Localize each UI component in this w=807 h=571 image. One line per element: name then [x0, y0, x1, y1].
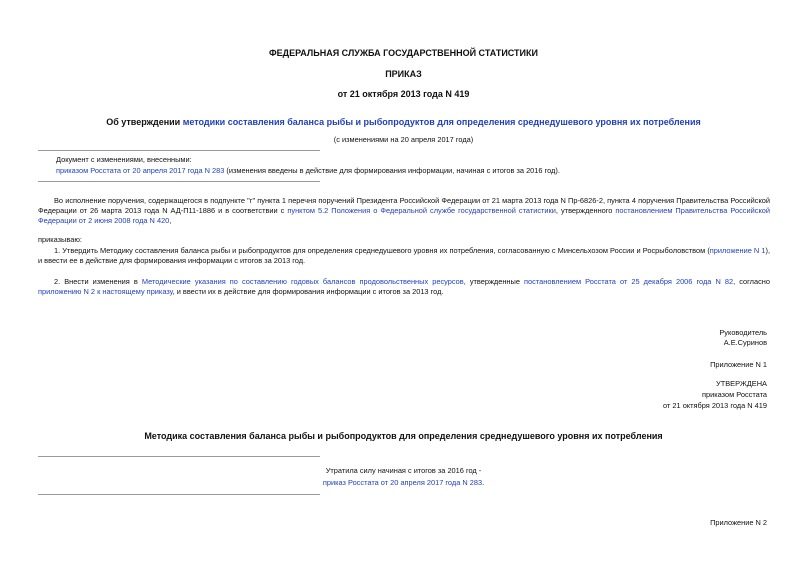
approved-date: от 21 октября 2013 года N 419 — [663, 401, 767, 410]
agency-name: ФЕДЕРАЛЬНАЯ СЛУЖБА ГОСУДАРСТВЕННОЙ СТАТИСТИКИ — [269, 48, 538, 58]
guidelines-link[interactable]: Методические указания по составлению годовых балансов продовольственных ресурсов — [141, 277, 464, 286]
preamble-text-1: Во исполнение поручения, содержащегося в подпункте "г" пункта 1 перечня поручений Президента Российской Федерации от 21 марта 2013 года N Пр-6826-2, пункта 4 поручения Правительства Российской Федерации от 26 марта 2013 года N АД-П11-1886 и в соответствии с — [38, 196, 770, 215]
rosstat-decree-link[interactable]: постановлением Росстата от 25 декабря 2006 года N 82 — [524, 277, 734, 286]
item2-suffix: , и ввести их в действие для формирования информации с итогов за 2013 год. — [172, 287, 444, 296]
void-suffix: . — [482, 478, 485, 487]
item1-text: 1. Утвердить Методику составления баланса рыбы и рыбопродуктов для определения среднедушевого уровня их потребления, согласованную с Минсельхозом России и Росрыболовством ( — [54, 246, 710, 255]
document-type: ПРИКАЗ — [385, 69, 422, 79]
item2-mid1: , утвержденные — [463, 277, 525, 286]
document-title — [0, 116, 807, 128]
item1-suffix: ), и ввести ее в действие для формирования информации с итогов за 2013 год. — [38, 246, 771, 265]
title-link[interactable]: методики составления баланса рыбы и рыбопродуктов для определения среднедушевого уровня их потребления — [182, 117, 701, 127]
government-decree-link[interactable]: постановлением Правительства Российской Федерации от 2 июня 2008 года N 420 — [38, 206, 770, 225]
order-item-1 — [38, 246, 770, 266]
changes-suffix: (изменения введены в действие для формирования информации, начиная с итогов за 2016 год). — [224, 166, 560, 175]
divider-bottom — [38, 181, 320, 182]
approved-by: приказом Росстата — [702, 390, 767, 399]
document-date-number: от 21 октября 2013 года N 419 — [337, 89, 470, 99]
appendix2-link[interactable]: приложению N 2 к настоящему приказу — [38, 287, 173, 296]
preamble-text-3: , — [169, 216, 172, 225]
methodology-title: Методика составления баланса рыбы и рыбопродуктов для определения среднедушевого уровня их потребления — [144, 431, 663, 441]
preamble-text-2: , утвержденного — [555, 206, 616, 215]
signature-role: Руководитель — [719, 328, 767, 337]
signature-name: А.Е.Суринов — [723, 338, 767, 347]
appendix2-label: Приложение N 2 — [710, 518, 767, 527]
revision-note: (с изменениями на 20 апреля 2017 года) — [333, 135, 474, 144]
changes-link[interactable]: приказом Росстата от 20 апреля 2017 года N 283 — [56, 166, 225, 175]
order-item-2 — [38, 277, 770, 297]
changes-label: Документ с изменениями, внесенными: — [56, 155, 192, 164]
approved-label: УТВЕРЖДЕНА — [716, 379, 767, 388]
regulation-link[interactable]: пунктом 5.2 Положения о Федеральной службе государственной статистики — [287, 206, 556, 215]
void-link[interactable]: приказ Росстата от 20 апреля 2017 года N 283 — [322, 478, 483, 487]
changes-line — [56, 166, 776, 176]
void-text: Утратила силу начиная с итогов за 2016 год - — [325, 466, 482, 475]
void-divider-top — [38, 456, 320, 457]
title-prefix: Об утверждении — [106, 117, 183, 127]
item2-mid2: , согласно — [733, 277, 770, 286]
void-line — [0, 478, 807, 488]
divider-top — [38, 150, 320, 151]
void-divider-bottom — [38, 494, 320, 495]
item2-text: 2. Внести изменения в — [54, 277, 142, 286]
appendix1-link[interactable]: приложение N 1 — [709, 246, 766, 255]
appendix1-label: Приложение N 1 — [710, 360, 767, 369]
preamble-paragraph — [38, 196, 770, 226]
order-word: приказываю: — [38, 235, 82, 244]
